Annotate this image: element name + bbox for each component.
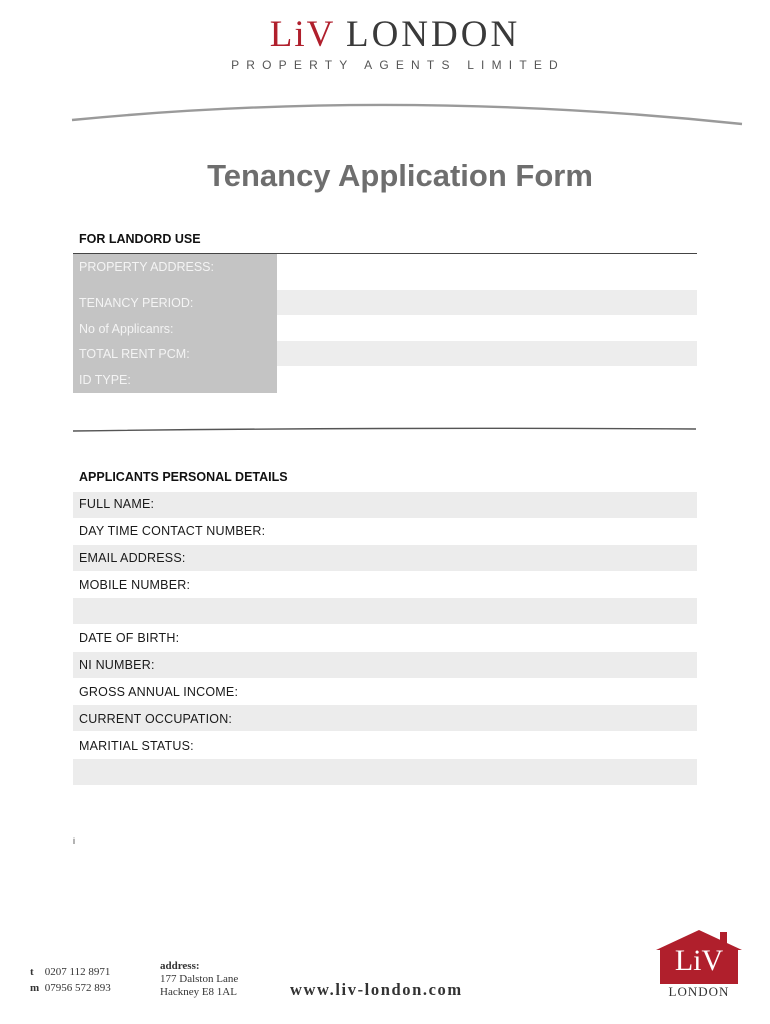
address-heading: address: (160, 960, 200, 972)
full-name-field[interactable] (73, 492, 697, 518)
footer-website: www.liv-london.com (290, 980, 463, 999)
section-divider (72, 427, 698, 433)
total-rent-field[interactable] (277, 341, 697, 366)
full-name-label: FULL NAME: (79, 497, 155, 511)
maritial-status-label: MARITIAL STATUS: (79, 739, 194, 753)
form-title: Tenancy Application Form (207, 158, 593, 193)
landlord-fields-block (73, 253, 697, 393)
logo-tagline: PROPERTY AGENTS LIMITED (231, 58, 565, 72)
phone-t-key: t (30, 966, 34, 978)
property-address-label: PROPERTY ADDRESS: (79, 260, 214, 274)
phone-t-number: 0207 112 8971 (44, 966, 111, 978)
footer-phone-numbers (30, 966, 111, 995)
tenancy-period-field[interactable] (277, 290, 697, 315)
applicants-section-heading: APPLICANTS PERSONAL DETAILS (79, 470, 288, 484)
total-rent-label: TOTAL RENT PCM: (79, 347, 190, 361)
phone-m-key: m (30, 982, 40, 994)
address-line-1: 177 Dalston Lane (160, 973, 239, 985)
tenancy-period-label: TENANCY PERIOD: (79, 296, 194, 310)
landlord-section-heading: FOR LANDORD USE (79, 232, 201, 246)
ni-number-label: NI NUMBER: (79, 658, 155, 672)
current-occupation-label: CURRENT OCCUPATION: (79, 712, 233, 726)
email-address-label: EMAIL ADDRESS: (79, 551, 186, 565)
gross-income-label: GROSS ANNUAL INCOME: (79, 685, 239, 699)
logo-wordmark (0, 14, 770, 56)
id-type-label: ID TYPE: (79, 373, 131, 387)
maritial-status-field[interactable] (73, 759, 697, 785)
mobile-number-label: MOBILE NUMBER: (79, 578, 191, 592)
footer-logo-liv: LiV (674, 944, 724, 977)
stray-mark: i (73, 836, 75, 846)
no-of-applicants-label: No of Applicanrs: (79, 322, 174, 336)
footer-logo-london: LONDON (668, 984, 730, 999)
landlord-label-column (73, 254, 277, 393)
address-line-2: Hackney E8 1AL (160, 986, 237, 998)
date-of-birth-label: DATE OF BIRTH: (79, 631, 180, 645)
phone-m-number: 07956 572 893 (44, 982, 111, 994)
logo-london: LONDON (345, 14, 521, 55)
logo-liv: LiV (269, 14, 335, 55)
ni-number-field[interactable] (73, 652, 697, 678)
footer-address (160, 960, 238, 999)
mobile-number-field[interactable] (73, 598, 697, 624)
daytime-contact-label: DAY TIME CONTACT NUMBER: (79, 524, 266, 538)
company-logo (0, 14, 770, 72)
header-swoosh-divider (0, 90, 770, 130)
